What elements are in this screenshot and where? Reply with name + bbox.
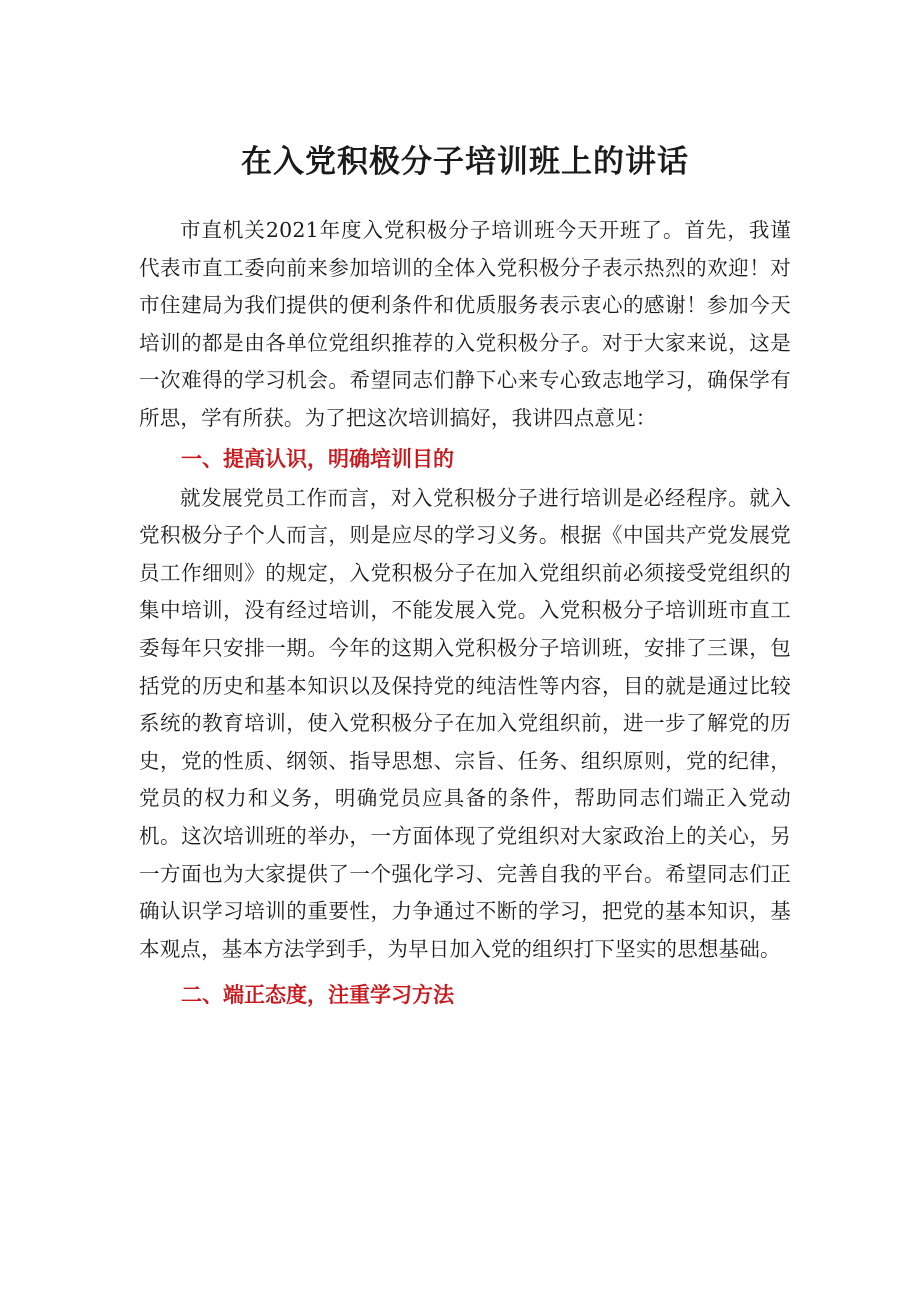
- intro-paragraph: 市直机关2021年度入党积极分子培训班今天开班了。首先，我谨代表市直工委向前来参加培训的全体入党积极分子表示热烈的欢迎！对市住建局为我们提供的便利条件和优质服务表示衷心的感谢！参加今天培训的都是由各单位党组织推荐的入党积极分子。对于大家来说，这是一次难得的学习机会。希望同志们静下心来专心致志地学习，确保学有所思，学有所获。为了把这次培训搞好，我讲四点意见：: [139, 218, 791, 430]
- document-body: [139, 140, 791, 1016]
- section-2-heading: 二、端正态度，注重学习方法: [181, 983, 454, 1008]
- section-1-heading: 一、提高认识，明确培训目的: [181, 446, 454, 471]
- document-title: 在入党积极分子培训班上的讲话: [241, 144, 689, 180]
- section-1-paragraph: 就发展党员工作而言，对入党积极分子进行培训是必经程序。就入党积极分子个人而言，则是应尽的学习义务。根据《中国共产党发展党员工作细则》的规定，入党积极分子在加入党组织前必须接受党组织的集中培训，没有经过培训，不能发展入党。入党积极分子培训班市直工委每年只安排一期。今年的这期入党积极分子培训班，安排了三课，包括党的历史和基本知识以及保持党的纯洁性等内容，目的就是通过比较系统的教育培训，使入党积极分子在加入党组织前，进一步了解党的历史，党的性质、纲领、指导思想、宗旨、任务、组织原则，党的纪律，党员的权力和义务，明确党员应具备的条件，帮助同志们端正入党动机。这次培训班的举办，一方面体现了党组织对大家政治上的关心，另一方面也为大家提供了一个强化学习、完善自我的平台。希望同志们正确认识学习培训的重要性，力争通过不断的学习，把党的基本知识，基本观点，基本方法学到手，为早日加入党的组织打下坚实的思想基础。: [139, 485, 791, 961]
